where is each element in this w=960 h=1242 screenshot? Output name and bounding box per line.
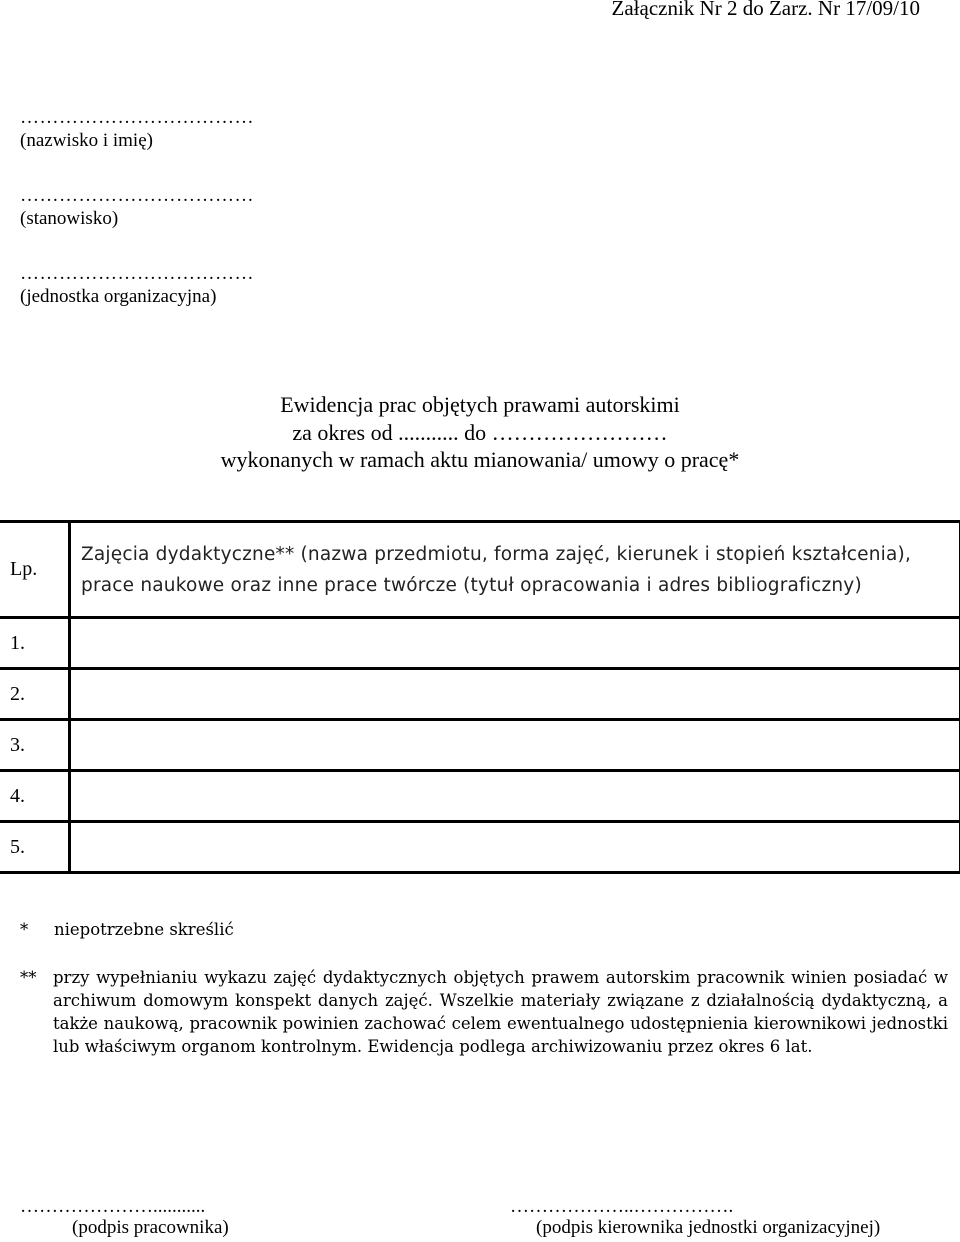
position-dots: ……………………………… [20, 185, 254, 206]
table-header-row [0, 522, 960, 618]
row-content-cell[interactable] [70, 771, 960, 822]
works-table [0, 520, 960, 874]
employee-signature-dots: …………………........... [20, 1196, 206, 1217]
header-description-line1: Zajęcia dydaktyczne** (nazwa przedmiotu, forma zajęć, kierunek i stopień kształcenia), [81, 543, 912, 565]
header-description-line2: prace naukowe oraz inne prace twórcze (tytuł opracowania i adres bibliograficzny) [81, 574, 862, 596]
row-content-cell[interactable] [70, 720, 960, 771]
header-lp: Lp. [0, 522, 70, 618]
footnote-1-mark: * [20, 920, 29, 939]
footnote-2-mark: ** [20, 968, 37, 987]
row-content-cell[interactable] [70, 669, 960, 720]
row-number: 4. [0, 771, 70, 822]
manager-signature-label: (podpis kierownika jednostki organizacyjnej) [536, 1217, 881, 1238]
attachment-reference: Załącznik Nr 2 do Zarz. Nr 17/09/10 [611, 0, 920, 20]
name-dots: ……………………………… [20, 107, 254, 128]
table-row [0, 720, 960, 771]
table-row [0, 771, 960, 822]
footnote-1-text: niepotrzebne skreślić [54, 920, 234, 939]
table-row [0, 822, 960, 873]
row-number: 5. [0, 822, 70, 873]
table-row [0, 669, 960, 720]
document-title: Ewidencja prac objętych prawami autorskimi [280, 392, 680, 417]
header-description [70, 522, 960, 618]
footnote-2 [20, 966, 948, 1058]
row-content-cell[interactable] [70, 618, 960, 669]
row-number: 1. [0, 618, 70, 669]
position-label: (stanowisko) [20, 208, 119, 229]
contract-line: wykonanych w ramach aktu mianowania/ umowy o pracę* [220, 447, 740, 472]
footnote-2-text: przy wypełnianiu wykazu zajęć dydaktycznych objętych prawem autorskim pracownik winien posiadać w archiwum domowym konspekt danych zajęć. Wszelkie materiały związane z działalnością dydaktyczną, a także naukową, pracownik powinien zachować celem ewentualnego udostępnienia kierownikowi jednostki lub właściwym organom kontrolnym. Ewidencja podlega archiwizowaniu przez okres 6 lat. [53, 968, 948, 1056]
table-row [0, 618, 960, 669]
row-number: 2. [0, 669, 70, 720]
unit-label: (jednostka organizacyjna) [20, 286, 217, 307]
row-content-cell[interactable] [70, 822, 960, 873]
manager-signature-dots: ………………..……………. [510, 1196, 734, 1217]
unit-dots: ……………………………… [20, 263, 254, 284]
period-line: za okres od ........... do …………………… [292, 420, 668, 445]
employee-signature-label: (podpis pracownika) [72, 1217, 229, 1238]
row-number: 3. [0, 720, 70, 771]
name-label: (nazwisko i imię) [20, 130, 153, 151]
